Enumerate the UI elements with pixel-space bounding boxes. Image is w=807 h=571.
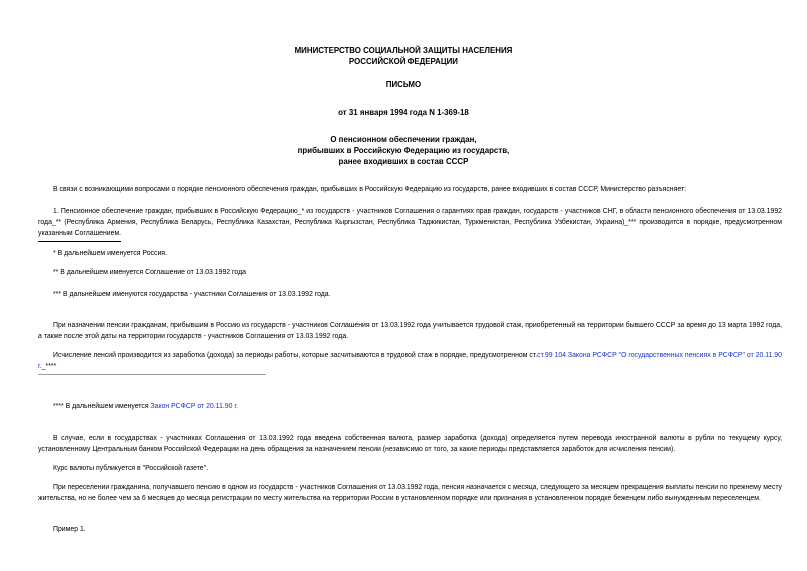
footnote-4 <box>53 401 238 412</box>
footnote-2: ** В дальнейшем именуется Соглашение от 13.03.1992 года <box>53 269 246 276</box>
ministry-line-1: МИНИСТЕРСТВО СОЦИАЛЬНОЙ ЗАЩИТЫ НАСЕЛЕНИЯ <box>294 45 513 55</box>
calculation-text: Исчисление пенсий производится из заработка (дохода) за периоды работы, которые засчитываются в трудовой стаж в порядке, предусмотренном ст. <box>53 352 538 359</box>
currency-paragraph: В случае, если в государствах - участниках Соглашения от 13.03.1992 года введена собственная валюта, размер заработка (дохода) определяется путем перевода иностранной валюты в рубли по текущему курсу, установленному Центральным банком Российской Федерации на день обращения за назначением пенсии (независимо от того, за какие периоды представляется заработок для исчисления пенсии). <box>38 435 782 453</box>
footnote-4-text: **** В дальнейшем именуется <box>53 403 151 410</box>
law-article-link[interactable]: ст.99 104 Закона РСФСР "О государственных пенсиях в РСФСР" от 20.11.90 г. <box>38 352 782 370</box>
law-link[interactable]: Закон РСФСР от 20.11.90 г. <box>150 403 238 410</box>
exchange-rate-paragraph: Курс валюты публикуется в "Российской газете". <box>53 465 208 472</box>
calculation-footnote-mark: _**** <box>41 363 57 370</box>
footnote-1: * В дальнейшем именуется Россия. <box>53 250 167 257</box>
example-label: Пример 1. <box>53 526 86 533</box>
document-date-number: от 31 января 1994 года N 1-369-18 <box>338 107 469 117</box>
document-title-line-3: ранее входивших в состав СССР <box>338 156 469 166</box>
intro-paragraph: В связи с возникающими вопросами о порядке пенсионного обеспечения граждан, прибывших в Российскую Федерацию из государств, ранее входивших в состав СССР, Министерство разъясняет: <box>53 186 687 193</box>
footnote-3: *** В дальнейшем именуются государства - участники Соглашения от 13.03.1992 года. <box>53 291 331 298</box>
seniority-paragraph: При назначении пенсии гражданам, прибывшим в Россию из государств - участников Соглашения от 13.03.1992 года учитывается трудовой стаж, приобретенный на территории бывшего СССР за время до 13 марта 1992 года, а также после этой даты на территории государств - участников Соглашения от 13.03.1992 года. <box>38 322 782 340</box>
calculation-paragraph <box>38 350 782 372</box>
item-1-paragraph: 1. Пенсионное обеспечение граждан, прибывших в Российскую Федерацию_* из государств - участников Соглашения о гарантиях прав граждан, государств - участников СНГ, в области пенсионного обеспечения от 13.03.1992 года_** (Республика Армения, Республика Беларусь, Республика Казахстан, Республика Кыргызстан, Республика Таджикистан, Туркменистан, Республика Узбекистан, Украина)_*** производится в порядке, предусмотренном указанным Соглашением. <box>38 208 782 237</box>
relocation-paragraph: При переселении гражданина, получавшего пенсию в одном из государств - участников Соглашения от 13.03.1992 года, пенсия назначается с месяца, следующего за месяцем прекращения выплаты пенсии по прежнему месту жительства, но не более чем за 6 месяцев до месяца регистрации по месту жительства на территории России в установленном порядке или признания в установленном порядке беженцем либо вынужденным переселенцем. <box>38 484 782 502</box>
ministry-line-2: РОССИЙСКОЙ ФЕДЕРАЦИИ <box>348 56 458 66</box>
footnote-divider <box>38 241 121 242</box>
document-title-line-1: О пенсионном обеспечении граждан, <box>330 134 477 144</box>
document-type: ПИСЬМО <box>385 79 422 89</box>
footnote-divider-2 <box>38 374 266 375</box>
document-title-line-2: прибывших в Российскую Федерацию из государств, <box>297 145 510 155</box>
